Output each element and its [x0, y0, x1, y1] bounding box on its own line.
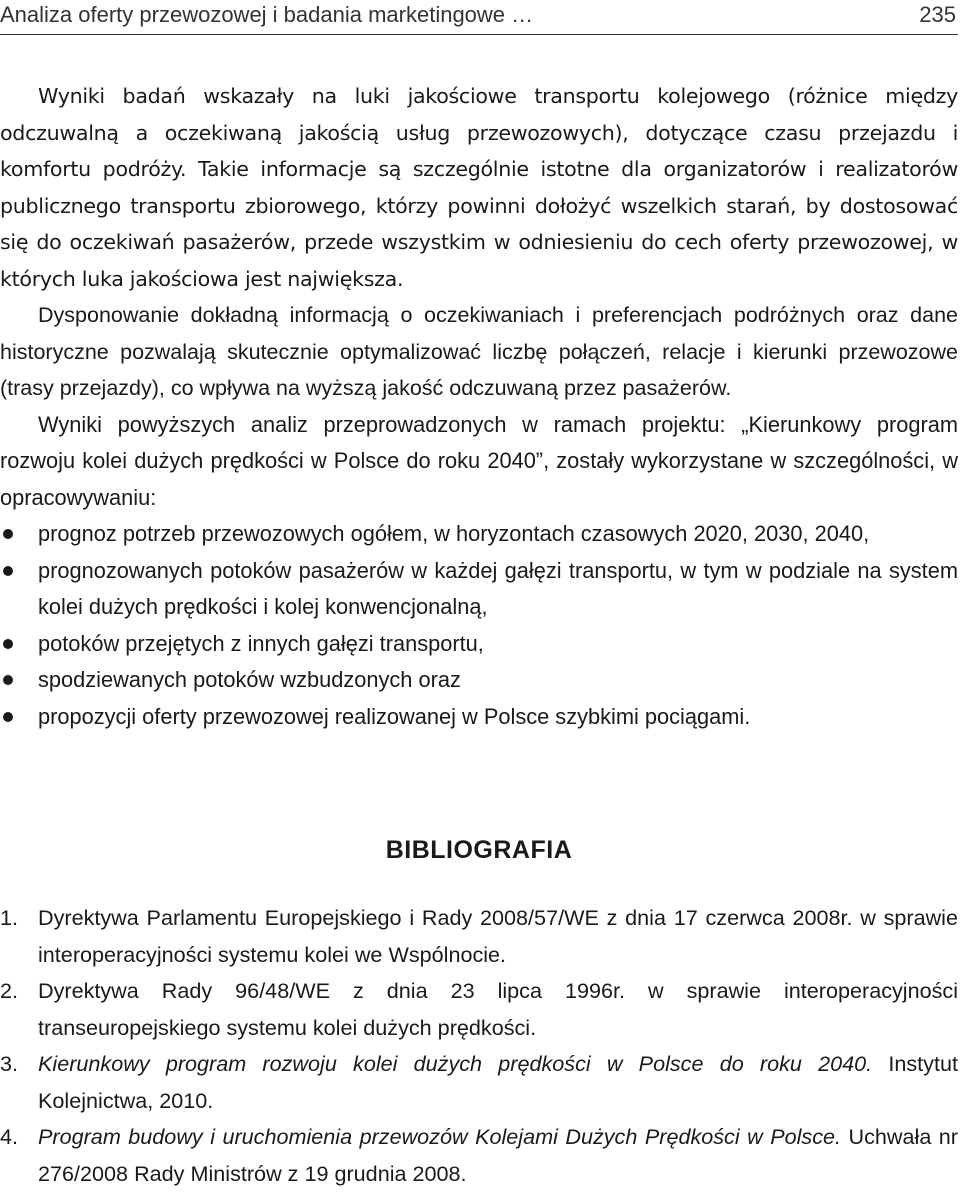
paragraph-project-analysis: Wyniki powyższych analiz przeprowadzonych w ramach projektu: „Kierunkowy program rozwoju kolei dużych prędkości w Polsce do roku 2040”, zostały wykorzystane w szczególności, w opracowywaniu: — [0, 411, 958, 510]
running-title: Analiza oferty przewozowej i badania marketingowe … — [0, 2, 534, 27]
bibliography-text: Uchwała nr 276/2008 Rady Ministrów z 19 grudnia 2008. — [38, 1124, 959, 1186]
page-header — [0, 0, 958, 35]
bibliography-text: Dyrektywa Rady 96/48/WE z dnia 23 lipca 1996r. w sprawie interoperacyjności transeuropejskiego systemu kolei dużych prędkości. — [38, 978, 958, 1040]
bibliography-number: 1. — [0, 905, 19, 930]
bibliography-item — [0, 1119, 958, 1192]
list-item: propozycji oferty przewozowej realizowanej w Polsce szybkimi pociągami. — [0, 699, 958, 736]
bibliography-item — [0, 900, 958, 973]
bibliography-item — [0, 973, 958, 1046]
bibliography-heading: BIBLIOGRAFIA — [385, 836, 573, 864]
bullet-dot-icon — [3, 566, 13, 576]
list-item: potoków przejętych z innych gałęzi transportu, — [0, 626, 958, 663]
bullet-dot-icon — [3, 529, 13, 539]
bullet-dot-icon — [3, 712, 13, 722]
paragraph-information: Dysponowanie dokładną informacją o oczekiwaniach i preferencjach podróżnych oraz dane historyczne pozwalają skutecznie optymalizować liczbę połączeń, relacje i kierunki przewozowe (trasy przejazdy), co wpływa na wyższą jakość odczuwaną przez pasażerów. — [0, 303, 958, 400]
bibliography-item — [0, 1046, 958, 1119]
list-item: spodziewanych potoków wzbudzonych oraz — [0, 662, 958, 699]
paragraph-research-results: Wyniki badań wskazały na luki jakościowe transportu kolejowego (różnice między odczuwalną a oczekiwaną jakością usług przewozowych), dotyczące czasu przejazdu i komfortu podróży. Takie informacje są szczególnie istotne dla organizatorów i realizatorów publicznego transportu zbiorowego, którzy powinni dołożyć wszelkich starań, by dostosować się do oczekiwań pasażerów, przede wszystkim w odniesieniu do cech oferty przewozowej, w których luka jakościowa jest największa. — [0, 84, 958, 291]
bibliography-text: Dyrektywa Parlamentu Europejskiego i Rady 2008/57/WE z dnia 17 czerwca 2008r. w sprawie interoperacyjności systemu kolei we Wspólnocie. — [38, 905, 958, 967]
list-item: prognoz potrzeb przewozowych ogółem, w horyzontach czasowych 2020, 2030, 2040, — [0, 516, 958, 553]
bullet-list — [0, 516, 958, 735]
list-item: prognozowanych potoków pasażerów w każdej gałęzi transportu, w tym w podziale na system kolei dużych prędkości i kolej konwencjonalną, — [0, 553, 958, 626]
page-number: 235 — [919, 2, 956, 27]
bibliography-italic-title: Program budowy i uruchomienia przewozów Kolejami Dużych Prędkości w Polsce. — [38, 1124, 842, 1149]
bullet-dot-icon — [3, 639, 13, 649]
bibliography-number: 3. — [0, 1051, 19, 1076]
bibliography-number: 4. — [0, 1124, 19, 1149]
bibliography-number: 2. — [0, 978, 19, 1003]
main-text — [0, 78, 958, 735]
bullet-dot-icon — [3, 675, 13, 685]
bibliography-list — [0, 900, 958, 1192]
bibliography-italic-title: Kierunkowy program rozwoju kolei dużych prędkości w Polsce do roku 2040. — [38, 1051, 873, 1076]
bibliography-text: Instytut Kolejnictwa, 2010. — [38, 1051, 958, 1113]
